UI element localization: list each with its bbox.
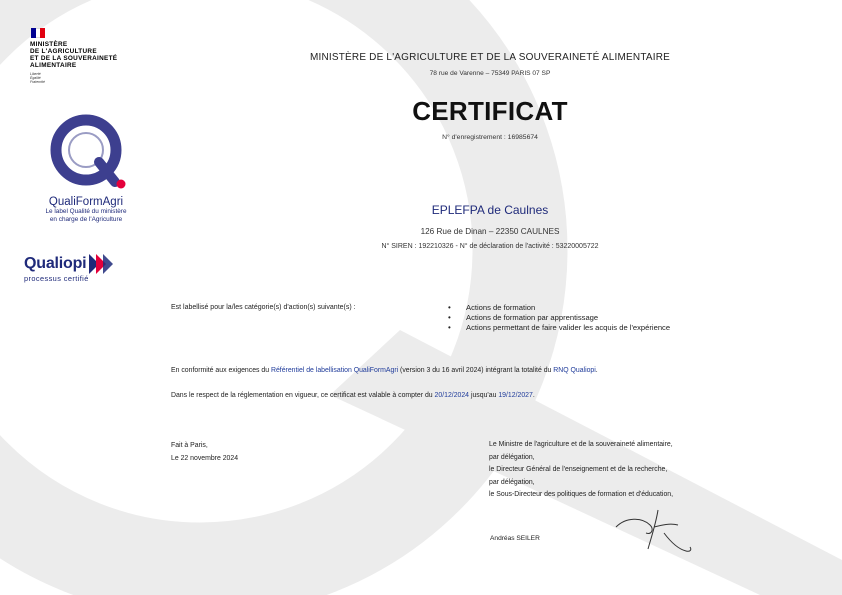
signatory-block (489, 439, 673, 502)
list-item: • Actions permettant de faire valider les acquis de l'expérience (448, 323, 670, 333)
flag-red (40, 28, 45, 38)
ministry-logo (30, 28, 117, 84)
qualiformagri-logo (26, 112, 146, 224)
validity-middle: jusqu'au (469, 392, 499, 399)
conformity-prefix: En conformité aux exigences du (171, 367, 271, 374)
action-categories-list (448, 303, 670, 333)
tagline-line: en charge de l'Agriculture (49, 216, 123, 223)
motto-line: Égalité (30, 76, 41, 80)
signatory-line: le Directeur Général de l'enseignement et de la recherche, (489, 466, 668, 473)
certificate-title: CERTIFICAT (412, 96, 568, 126)
signing-date: Le 22 novembre 2024 (171, 454, 239, 462)
signing-place: Fait à Paris, (171, 442, 208, 449)
validity-end-date: 19/12/2027 (498, 392, 533, 399)
signatory-line: Le Ministre de l'agriculture et de la souveraineté alimentaire, (489, 441, 673, 448)
categories-label: Est labellisé pour la/les catégorie(s) d'action(s) suivante(s) : (171, 304, 356, 311)
motto-line: Fraternité (30, 80, 45, 84)
qualiopi-subtitle: processus certifié (24, 274, 89, 283)
french-flag-icon (31, 28, 45, 38)
registration-number: N° d'enregistrement : 16985674 (442, 134, 538, 141)
ministry-logo-line: ET DE LA SOUVERAINETÉ (30, 55, 118, 62)
place-and-date (171, 440, 238, 465)
signatory-line: le Sous-Directeur des politiques de formation et d'éducation, (489, 491, 674, 498)
tagline-line: Le label Qualité du ministère (45, 208, 127, 215)
brand-mid: Form (75, 196, 103, 208)
list-item: • Actions de formation (448, 303, 670, 313)
organization-name: EPLEFPA de Caulnes (431, 203, 549, 217)
brand-prefix: Quali (48, 196, 76, 208)
qualiformagri-q-icon (41, 112, 131, 194)
rnq-name: RNQ Qualiopi (553, 367, 596, 374)
validity-statement (171, 392, 535, 399)
validity-start-date: 20/12/2024 (434, 392, 470, 399)
organization-address: 126 Rue de Dinan – 22350 CAULNES (420, 227, 560, 236)
qualiopi-wordmark: Qualiopi (24, 255, 87, 272)
signer-name: Andréas SEILER (490, 535, 540, 542)
ministry-logo-line: DE L'AGRICULTURE (30, 48, 97, 55)
conformity-statement (171, 367, 598, 374)
ministry-logo-line: MINISTÈRE (30, 41, 68, 48)
ministry-name: MINISTÈRE DE L'AGRICULTURE ET DE LA SOUVERAINETÉ ALIMENTAIRE (309, 52, 671, 63)
qualiopi-logo (24, 253, 134, 283)
signatory-line: par délégation, (489, 453, 535, 461)
handwritten-signature (612, 505, 702, 560)
motto-line: Liberté (30, 72, 41, 76)
qualiformagri-wordmark (26, 196, 146, 208)
brand-suffix: Agri (102, 196, 124, 208)
conformity-middle: (version 3 du 16 avril 2024) intégrant la totalité du (398, 367, 554, 374)
validity-suffix: . (532, 392, 535, 399)
ministry-logo-line: ALIMENTAIRE (30, 62, 77, 69)
qualiformagri-tagline (26, 208, 146, 224)
qualiopi-arrows-icon (88, 253, 114, 275)
list-item: • Actions de formation par apprentissage (448, 313, 670, 323)
referential-name: Référentiel de labellisation QualiFormAgri (270, 367, 399, 374)
validity-prefix: Dans le respect de la réglementation en vigueur, ce certificat est valable à compter du (171, 392, 435, 399)
ministry-address: 78 rue de Varenne – 75349 PARIS 07 SP (429, 70, 551, 77)
signatory-line: par délégation, (489, 478, 535, 486)
organization-identifiers: N° SIREN : 192210326 - N° de déclaration de l'activité : 53220005722 (381, 243, 599, 250)
republic-motto (30, 72, 117, 84)
ministry-logo-title (30, 41, 117, 69)
conformity-suffix: . (595, 367, 598, 374)
